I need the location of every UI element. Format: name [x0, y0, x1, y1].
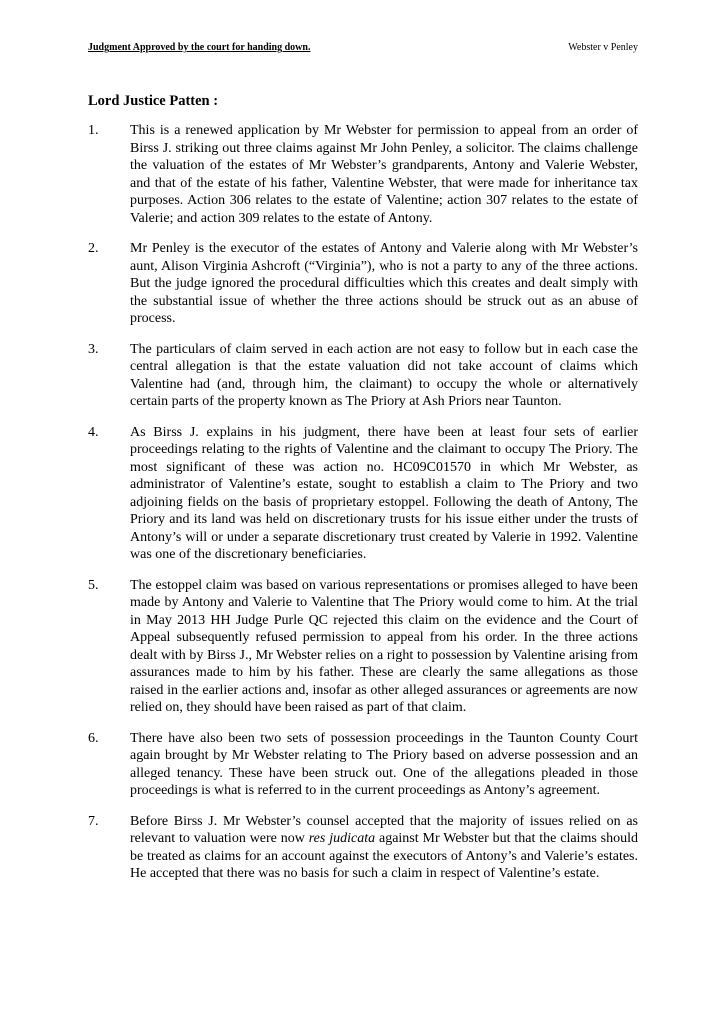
paragraph-5: [88, 577, 638, 717]
judgment-paragraphs: [88, 122, 638, 896]
paragraph-number: 7.: [88, 813, 99, 829]
latin-term: res judicata: [308, 831, 376, 846]
paragraph-number: 4.: [88, 424, 99, 440]
paragraph-number: 1.: [88, 123, 99, 138]
paragraph-text: Mr Penley is the executor of the estates of Antony and Valerie along with Mr Webster’s aunt, Alison Virginia Ashcroft (“Virginia”), who is not a party to any of the three actions. But the judge ignored the procedural difficulties which this creates and dealt simply with the substantial issue of whether the three actions should be struck out as an abuse of process.: [130, 241, 638, 326]
paragraph-text: [130, 813, 638, 883]
paragraph-text: The estoppel claim was based on various representations or promises alleged to have been made by Antony and Valerie to Valentine that The Priory would come to him. At the trial in May 2013 HH Judge Purle QC rejected this claim on the evidence and the Court of Appeal subsequently refused permission to appeal from his order. In the three actions dealt with by Birss J., Mr Webster relies on a right to possession by Valentine arising from assurances made to him by his father. These are clearly the same allegations as those raised in the earlier actions and, insofar as other alleged assurances or agreements are now relied on, they should have been raised as part of that claim.: [130, 577, 638, 715]
paragraph-4: [88, 424, 638, 564]
header-approval-note: Judgment Approved by the court for handing down.: [88, 42, 311, 53]
paragraph-3: [88, 341, 638, 411]
paragraph-text: As Birss J. explains in his judgment, there have been at least four sets of earlier proceedings relating to the rights of Valentine and the claimant to occupy The Priory. The most significant of these was action no. HC09C01570 in which Mr Webster, as administrator of Valentine’s estate, sought to establish a claim to The Priory and two adjoining fields on the basis of proprietary estoppel. Following the death of Antony, The Priory and its land was held on discretionary trusts for his issue either under the trusts of Antony’s will or under a separate discretionary trust created by Valerie in 1992. Valentine was one of the discretionary beneficiaries.: [130, 424, 638, 562]
page-header: [88, 42, 638, 56]
paragraph-text: The particulars of claim served in each action are not easy to follow but in each case the central allegation is that the estate valuation did not take account of claims which Valentine had (and, through him, the claimant) to occupy the whole or alternatively certain parts of the property known as The Priory at Ash Priors near Taunton.: [130, 341, 638, 409]
paragraph-number: 5.: [88, 577, 99, 593]
paragraph-text-part: Before Birss J. Mr Webster’s counsel accepted that the majority of issues relied on as relevant to valuation were now: [130, 813, 638, 846]
header-case-name: Webster v Penley: [568, 42, 638, 53]
paragraph-text: This is a renewed application by Mr Webster for permission to appeal from an order of Birss J. striking out three claims against Mr John Penley, a solicitor. The claims challenge the valuation of the estates of Mr Webster’s grandparents, Antony and Valerie Webster, and that of the estate of his father, Valentine Webster, that were made for inheritance tax purposes. Action 306 relates to the estate of Valentine; action 307 relates to the estate of Valerie; and action 309 relates to the estate of Antony.: [130, 123, 638, 226]
paragraph-number: 6.: [88, 730, 99, 746]
paragraph-text: There have also been two sets of possession proceedings in the Taunton County Court again brought by Mr Webster relating to The Priory based on adverse possession and an alleged tenancy. These have been struck out. One of the allegations pleaded in those proceedings is what is referred to in the current proceedings as Antony’s agreement.: [130, 730, 638, 798]
paragraph-number: 3.: [88, 341, 99, 357]
paragraph-number: 2.: [88, 241, 99, 256]
paragraph-2: [88, 240, 638, 328]
judge-heading: Lord Justice Patten :: [88, 93, 219, 109]
paragraph-7: [88, 813, 638, 883]
paragraph-1: [88, 122, 638, 227]
paragraph-text-part: against Mr Webster but that the claims should be treated as claims for an account against the executors of Antony’s and Valerie’s estates. He accepted that there was no basis for such a claim in respect of Valentine’s estate.: [130, 831, 638, 881]
paragraph-6: [88, 730, 638, 800]
